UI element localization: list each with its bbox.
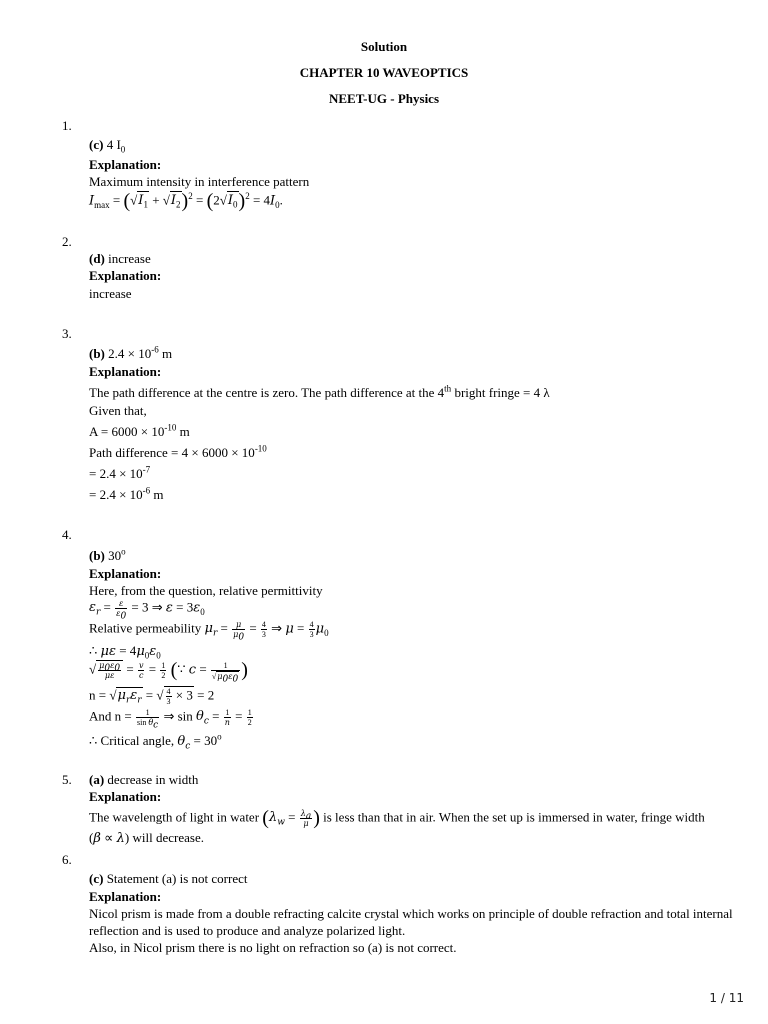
- velocity-ratio-equation: √ $\frac{\mu_0\varepsilon_0}{\mu\varepsilon}$ = $\frac{v}{c}$ = $\frac{1}{2}$ (∵ c = $\frac{1}{√\mu_0\varepsilon_0}$ ): [89, 659, 248, 685]
- line-text: n =: [89, 687, 107, 703]
- critical-angle-result: ∴ Critical angle, $\theta_c = 30^o$: [89, 731, 222, 752]
- line-text: A = 6000 × 10: [89, 424, 165, 439]
- line-text: And n =: [89, 708, 132, 724]
- answer-option: (c): [89, 871, 104, 886]
- question-5-number: 5.: [62, 772, 72, 787]
- line-text: = 2.4 × 10: [89, 466, 143, 481]
- question-3-number: 3.: [62, 326, 72, 341]
- max-intensity-equation: $I_{max} = (√I_1 + √I_2)^2 = (2√I_0)^2 = 4I_0$.: [89, 190, 283, 212]
- answer-unit: m: [158, 346, 173, 361]
- chapter-title: CHAPTER 10 WAVEOPTICS: [299, 65, 469, 80]
- answer-text: Statement (a) is not correct: [106, 871, 248, 886]
- line-text: = 2.4 × 10: [89, 487, 143, 502]
- superscript: -10: [164, 422, 177, 433]
- explanation-label: Explanation:: [89, 364, 162, 379]
- question-1-number: 1.: [62, 118, 72, 133]
- degree-sup: o: [217, 731, 222, 742]
- permeability-equation: Relative permeability $\mu_r$ = $\frac{\mu}{\mu_0}$ = $\frac{4}{3}$ ⇒ μ = $\frac{4}{3}$ $\mu_0$: [89, 620, 329, 643]
- question-1-answer: [89, 137, 125, 153]
- explanation-line: [89, 466, 150, 482]
- answer-exponent: -6: [151, 344, 159, 355]
- line-text: The path difference at the centre is zero. The path difference at the 4: [89, 385, 445, 400]
- answer-text: 2.4 × 10: [108, 346, 152, 361]
- degree-sup: o: [121, 546, 126, 557]
- answer-text: 4 I: [106, 137, 121, 152]
- explanation-line: [89, 385, 550, 401]
- line-text: Path difference = 4 × 6000 × 10: [89, 445, 255, 460]
- line-text: m: [176, 424, 190, 439]
- superscript: -6: [142, 485, 151, 496]
- line-text: m: [150, 487, 164, 502]
- explanation-line: [89, 424, 190, 440]
- explanation-line: Maximum intensity in interference pattern: [89, 174, 310, 189]
- explanation-label: Explanation:: [89, 157, 162, 172]
- explanation-line: reflection and is used to produce and analyze polarized light.: [89, 923, 406, 938]
- question-4-number: 4.: [62, 527, 72, 542]
- question-2-number: 2.: [62, 234, 72, 249]
- refractive-index-equation: $n = √\mu_r\varepsilon_r$ = √ $\frac{4}{3}$ × 3 = 2: [89, 687, 215, 707]
- question-6-number: 6.: [62, 852, 72, 867]
- question-5-answer: [89, 772, 198, 788]
- critical-angle-equation: And n = $\frac{1}{\sin \theta_c}$ ⇒ $\sin \theta_c$ = $\frac{1}{n}$ = $\frac{1}{2}$: [89, 708, 252, 731]
- line-text: bright fringe = 4 λ: [451, 385, 550, 400]
- permittivity-equation: $\varepsilon_r$ = $\frac{\varepsilon}{\varepsilon_0}$ = 3 ⇒ $\varepsilon = 3\varepsilon_0$: [89, 599, 205, 622]
- line-text: Relative permeability: [89, 620, 202, 636]
- explanation-line: (β ∝ λ) will decrease.: [89, 830, 204, 846]
- explanation-line: [89, 487, 164, 503]
- answer-text: 30: [108, 548, 122, 563]
- superscript: -10: [254, 443, 267, 454]
- answer-option: (a): [89, 772, 105, 787]
- explanation-line: increase: [89, 286, 132, 301]
- question-2-answer: [89, 251, 151, 267]
- answer-option: (c): [89, 137, 104, 152]
- explanation-line: The wavelength of light in water ($\lambda_w$ = $\frac{\lambda_a}{\mu}$ ) is less than that in air. When the set up is immersed in water, fringe width: [89, 807, 705, 829]
- superscript: th: [444, 383, 452, 394]
- answer-option: (d): [89, 251, 105, 266]
- explanation-label: Explanation:: [89, 889, 162, 904]
- explanation-line: Given that,: [89, 403, 147, 418]
- answer-option: (b): [89, 548, 105, 563]
- line-text: will decrease.: [132, 830, 204, 845]
- question-4-answer: [89, 548, 126, 564]
- line-text: = 2: [197, 687, 215, 703]
- line-text: is less than that in air. When the set up is immersed in water, fringe width: [323, 809, 705, 825]
- explanation-line: Here, from the question, relative permittivity: [89, 583, 323, 598]
- line-text: ∴ Critical angle,: [89, 733, 175, 748]
- superscript: -7: [142, 464, 151, 475]
- product-equation: ∴ $\mu\varepsilon = 4\mu_0\varepsilon_0$: [89, 643, 161, 661]
- subject-title: NEET-UG - Physics: [328, 91, 440, 106]
- explanation-label: Explanation:: [89, 566, 162, 581]
- answer-subscript: 0: [120, 144, 126, 155]
- question-6-answer: [89, 871, 247, 887]
- line-text: = 30: [193, 733, 218, 748]
- page-title: Solution: [360, 39, 408, 54]
- explanation-label: Explanation:: [89, 789, 162, 804]
- explanation-label: Explanation:: [89, 268, 162, 283]
- explanation-line: Also, in Nicol prism there is no light on refraction so (a) is not correct.: [89, 940, 457, 955]
- line-text: The wavelength of light in water: [89, 809, 260, 825]
- answer-option: (b): [89, 346, 105, 361]
- question-3-answer: [89, 346, 172, 362]
- answer-text: decrease in width: [107, 772, 199, 787]
- page-number: 1 / 11: [709, 991, 744, 1005]
- explanation-line: [89, 445, 267, 461]
- explanation-line: Nicol prism is made from a double refracting calcite crystal which works on principle of double refraction and total internal: [89, 906, 733, 921]
- answer-text: increase: [108, 251, 151, 266]
